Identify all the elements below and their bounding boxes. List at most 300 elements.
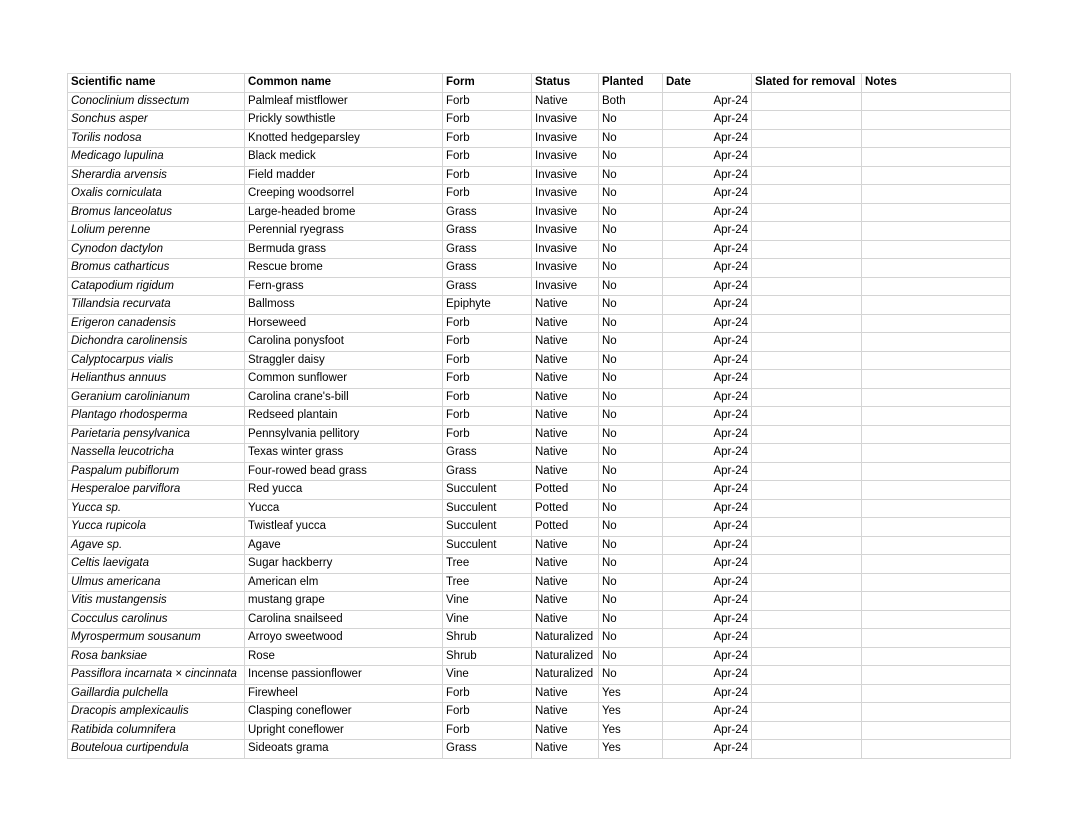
cell-form: Forb [443,407,532,426]
cell-scientific-name: Ratibida columnifera [68,721,245,740]
cell-scientific-name: Dichondra carolinensis [68,333,245,352]
cell-date: Apr-24 [663,222,752,241]
cell-slated-for-removal [752,499,862,518]
cell-date: Apr-24 [663,666,752,685]
cell-status: Native [532,351,599,370]
cell-notes [862,407,1011,426]
table-row [68,185,1011,204]
cell-date: Apr-24 [663,296,752,315]
cell-notes [862,610,1011,629]
cell-planted: No [599,370,663,389]
cell-status: Native [532,407,599,426]
table-row [68,333,1011,352]
cell-slated-for-removal [752,518,862,537]
cell-scientific-name: Oxalis corniculata [68,185,245,204]
cell-form: Epiphyte [443,296,532,315]
cell-form: Succulent [443,481,532,500]
cell-status: Invasive [532,166,599,185]
cell-common-name: Carolina snailseed [245,610,443,629]
cell-scientific-name: Parietaria pensylvanica [68,425,245,444]
cell-form: Grass [443,277,532,296]
cell-form: Forb [443,684,532,703]
cell-planted: No [599,462,663,481]
cell-planted: No [599,518,663,537]
table-row [68,148,1011,167]
cell-scientific-name: Plantago rhodosperma [68,407,245,426]
table-row [68,166,1011,185]
cell-notes [862,499,1011,518]
cell-planted: No [599,166,663,185]
cell-scientific-name: Tillandsia recurvata [68,296,245,315]
cell-date: Apr-24 [663,721,752,740]
cell-form: Vine [443,666,532,685]
cell-slated-for-removal [752,185,862,204]
cell-planted: No [599,148,663,167]
cell-common-name: Palmleaf mistflower [245,92,443,111]
cell-planted: Yes [599,703,663,722]
cell-scientific-name: Calyptocarpus vialis [68,351,245,370]
cell-status: Invasive [532,259,599,278]
cell-planted: Yes [599,684,663,703]
cell-date: Apr-24 [663,703,752,722]
cell-planted: No [599,647,663,666]
cell-planted: No [599,388,663,407]
cell-form: Vine [443,610,532,629]
table-row [68,721,1011,740]
cell-planted: No [599,499,663,518]
cell-common-name: Perennial ryegrass [245,222,443,241]
cell-slated-for-removal [752,111,862,130]
cell-common-name: Agave [245,536,443,555]
table-row [68,203,1011,222]
cell-planted: Yes [599,740,663,759]
cell-notes [862,462,1011,481]
cell-common-name: Four-rowed bead grass [245,462,443,481]
cell-notes [862,573,1011,592]
cell-scientific-name: Sonchus asper [68,111,245,130]
cell-notes [862,666,1011,685]
cell-status: Invasive [532,111,599,130]
cell-scientific-name: Sherardia arvensis [68,166,245,185]
cell-status: Native [532,388,599,407]
cell-date: Apr-24 [663,148,752,167]
cell-planted: Yes [599,721,663,740]
cell-common-name: Twistleaf yucca [245,518,443,537]
cell-notes [862,148,1011,167]
table-row [68,444,1011,463]
table-row [68,296,1011,315]
cell-form: Forb [443,92,532,111]
cell-status: Invasive [532,203,599,222]
table-row [68,573,1011,592]
cell-date: Apr-24 [663,92,752,111]
table-row [68,592,1011,611]
cell-date: Apr-24 [663,740,752,759]
cell-form: Grass [443,259,532,278]
cell-date: Apr-24 [663,499,752,518]
cell-form: Grass [443,462,532,481]
cell-date: Apr-24 [663,388,752,407]
cell-slated-for-removal [752,592,862,611]
cell-notes [862,111,1011,130]
cell-planted: No [599,610,663,629]
cell-scientific-name: Erigeron canadensis [68,314,245,333]
cell-form: Forb [443,388,532,407]
cell-planted: No [599,111,663,130]
cell-form: Succulent [443,518,532,537]
cell-scientific-name: Yucca sp. [68,499,245,518]
cell-form: Shrub [443,629,532,648]
cell-common-name: Carolina ponysfoot [245,333,443,352]
cell-common-name: Firewheel [245,684,443,703]
cell-scientific-name: Cocculus carolinus [68,610,245,629]
cell-scientific-name: Conoclinium dissectum [68,92,245,111]
cell-date: Apr-24 [663,481,752,500]
cell-date: Apr-24 [663,536,752,555]
cell-planted: No [599,259,663,278]
table-row [68,407,1011,426]
cell-status: Potted [532,499,599,518]
cell-common-name: Field madder [245,166,443,185]
cell-common-name: Knotted hedgeparsley [245,129,443,148]
cell-notes [862,425,1011,444]
cell-form: Shrub [443,647,532,666]
cell-slated-for-removal [752,555,862,574]
cell-scientific-name: Hesperaloe parviflora [68,481,245,500]
cell-common-name: Straggler daisy [245,351,443,370]
col-header-notes: Notes [862,74,1011,93]
cell-scientific-name: Yucca rupicola [68,518,245,537]
cell-notes [862,185,1011,204]
cell-form: Forb [443,703,532,722]
cell-date: Apr-24 [663,629,752,648]
cell-status: Native [532,592,599,611]
table-row [68,92,1011,111]
table-row [68,425,1011,444]
cell-slated-for-removal [752,721,862,740]
cell-form: Forb [443,333,532,352]
cell-status: Potted [532,481,599,500]
cell-scientific-name: Bromus catharticus [68,259,245,278]
cell-slated-for-removal [752,370,862,389]
cell-scientific-name: Ulmus americana [68,573,245,592]
table-row [68,703,1011,722]
cell-form: Vine [443,592,532,611]
cell-notes [862,555,1011,574]
cell-planted: No [599,314,663,333]
cell-planted: No [599,185,663,204]
cell-planted: No [599,333,663,352]
cell-common-name: Prickly sowthistle [245,111,443,130]
table-row [68,240,1011,259]
cell-slated-for-removal [752,148,862,167]
cell-slated-for-removal [752,222,862,241]
cell-form: Grass [443,240,532,259]
cell-slated-for-removal [752,296,862,315]
table-row [68,388,1011,407]
cell-form: Grass [443,203,532,222]
cell-status: Native [532,333,599,352]
cell-scientific-name: Torilis nodosa [68,129,245,148]
cell-planted: No [599,425,663,444]
cell-date: Apr-24 [663,684,752,703]
cell-common-name: Large-headed brome [245,203,443,222]
cell-form: Tree [443,573,532,592]
cell-status: Native [532,703,599,722]
cell-planted: No [599,573,663,592]
cell-common-name: Rescue brome [245,259,443,278]
cell-slated-for-removal [752,388,862,407]
cell-slated-for-removal [752,740,862,759]
cell-status: Native [532,610,599,629]
table-row [68,314,1011,333]
table-row [68,684,1011,703]
cell-status: Invasive [532,277,599,296]
cell-notes [862,536,1011,555]
cell-common-name: Fern-grass [245,277,443,296]
cell-slated-for-removal [752,166,862,185]
cell-form: Forb [443,425,532,444]
table-row [68,740,1011,759]
cell-scientific-name: Lolium perenne [68,222,245,241]
cell-slated-for-removal [752,240,862,259]
col-header-scientific-name: Scientific name [68,74,245,93]
table-row [68,351,1011,370]
cell-planted: No [599,129,663,148]
cell-common-name: Ballmoss [245,296,443,315]
table-row [68,499,1011,518]
cell-date: Apr-24 [663,259,752,278]
cell-scientific-name: Dracopis amplexicaulis [68,703,245,722]
cell-status: Native [532,684,599,703]
cell-form: Succulent [443,499,532,518]
cell-date: Apr-24 [663,203,752,222]
cell-slated-for-removal [752,351,862,370]
col-header-date: Date [663,74,752,93]
cell-slated-for-removal [752,203,862,222]
cell-scientific-name: Catapodium rigidum [68,277,245,296]
cell-status: Naturalized [532,629,599,648]
cell-notes [862,721,1011,740]
cell-planted: No [599,407,663,426]
col-header-status: Status [532,74,599,93]
cell-planted: No [599,666,663,685]
cell-planted: No [599,277,663,296]
cell-date: Apr-24 [663,351,752,370]
cell-planted: No [599,592,663,611]
table-row [68,555,1011,574]
cell-common-name: Yucca [245,499,443,518]
col-header-common-name: Common name [245,74,443,93]
table-row [68,370,1011,389]
cell-form: Forb [443,148,532,167]
cell-notes [862,222,1011,241]
cell-form: Forb [443,111,532,130]
cell-status: Invasive [532,240,599,259]
cell-status: Native [532,555,599,574]
cell-planted: No [599,555,663,574]
cell-scientific-name: Rosa banksiae [68,647,245,666]
table-row [68,610,1011,629]
cell-notes [862,203,1011,222]
table-body [68,92,1011,758]
cell-date: Apr-24 [663,610,752,629]
cell-slated-for-removal [752,333,862,352]
table-row [68,222,1011,241]
cell-planted: No [599,351,663,370]
cell-planted: No [599,222,663,241]
col-header-slated-for-removal: Slated for removal [752,74,862,93]
cell-slated-for-removal [752,425,862,444]
cell-form: Forb [443,166,532,185]
cell-form: Forb [443,351,532,370]
table-row [68,629,1011,648]
cell-form: Forb [443,185,532,204]
cell-slated-for-removal [752,462,862,481]
cell-slated-for-removal [752,647,862,666]
cell-scientific-name: Cynodon dactylon [68,240,245,259]
cell-form: Grass [443,444,532,463]
cell-scientific-name: Myrospermum sousanum [68,629,245,648]
cell-common-name: Common sunflower [245,370,443,389]
cell-date: Apr-24 [663,370,752,389]
cell-date: Apr-24 [663,555,752,574]
cell-notes [862,277,1011,296]
cell-scientific-name: Bouteloua curtipendula [68,740,245,759]
cell-date: Apr-24 [663,166,752,185]
cell-notes [862,314,1011,333]
cell-common-name: Redseed plantain [245,407,443,426]
cell-common-name: Incense passionflower [245,666,443,685]
cell-date: Apr-24 [663,462,752,481]
cell-date: Apr-24 [663,277,752,296]
cell-date: Apr-24 [663,129,752,148]
cell-slated-for-removal [752,703,862,722]
cell-status: Naturalized [532,647,599,666]
cell-scientific-name: Geranium carolinianum [68,388,245,407]
cell-status: Potted [532,518,599,537]
cell-status: Invasive [532,148,599,167]
cell-planted: No [599,629,663,648]
cell-date: Apr-24 [663,240,752,259]
cell-notes [862,647,1011,666]
cell-form: Forb [443,314,532,333]
cell-planted: No [599,536,663,555]
cell-notes [862,703,1011,722]
cell-date: Apr-24 [663,518,752,537]
cell-common-name: Pennsylvania pellitory [245,425,443,444]
cell-slated-for-removal [752,407,862,426]
cell-notes [862,296,1011,315]
cell-notes [862,629,1011,648]
cell-status: Native [532,740,599,759]
cell-date: Apr-24 [663,333,752,352]
plant-inventory-table [67,73,1011,759]
cell-status: Invasive [532,129,599,148]
cell-date: Apr-24 [663,314,752,333]
cell-planted: No [599,444,663,463]
cell-date: Apr-24 [663,185,752,204]
table-row [68,536,1011,555]
cell-slated-for-removal [752,277,862,296]
cell-form: Forb [443,370,532,389]
cell-status: Native [532,314,599,333]
cell-slated-for-removal [752,92,862,111]
cell-scientific-name: Medicago lupulina [68,148,245,167]
cell-slated-for-removal [752,259,862,278]
cell-common-name: Sugar hackberry [245,555,443,574]
cell-planted: No [599,203,663,222]
cell-date: Apr-24 [663,425,752,444]
cell-slated-for-removal [752,610,862,629]
cell-slated-for-removal [752,573,862,592]
cell-common-name: Bermuda grass [245,240,443,259]
cell-status: Native [532,444,599,463]
cell-form: Forb [443,129,532,148]
cell-scientific-name: Passiflora incarnata × cincinnata [68,666,245,685]
cell-planted: Both [599,92,663,111]
cell-common-name: Horseweed [245,314,443,333]
cell-form: Grass [443,222,532,241]
cell-form: Succulent [443,536,532,555]
cell-date: Apr-24 [663,592,752,611]
cell-slated-for-removal [752,629,862,648]
cell-planted: No [599,240,663,259]
cell-slated-for-removal [752,314,862,333]
cell-status: Native [532,296,599,315]
cell-slated-for-removal [752,481,862,500]
cell-notes [862,684,1011,703]
cell-notes [862,444,1011,463]
table-row [68,481,1011,500]
cell-status: Native [532,536,599,555]
cell-scientific-name: Paspalum pubiflorum [68,462,245,481]
cell-date: Apr-24 [663,407,752,426]
cell-scientific-name: Bromus lanceolatus [68,203,245,222]
col-header-planted: Planted [599,74,663,93]
cell-notes [862,166,1011,185]
cell-date: Apr-24 [663,647,752,666]
cell-status: Native [532,425,599,444]
cell-notes [862,388,1011,407]
table-row [68,129,1011,148]
cell-notes [862,740,1011,759]
cell-date: Apr-24 [663,573,752,592]
cell-slated-for-removal [752,536,862,555]
cell-notes [862,240,1011,259]
cell-common-name: mustang grape [245,592,443,611]
col-header-form: Form [443,74,532,93]
cell-common-name: Sideoats grama [245,740,443,759]
cell-slated-for-removal [752,129,862,148]
cell-common-name: American elm [245,573,443,592]
cell-status: Invasive [532,222,599,241]
cell-notes [862,129,1011,148]
cell-common-name: Arroyo sweetwood [245,629,443,648]
cell-notes [862,481,1011,500]
cell-slated-for-removal [752,666,862,685]
cell-common-name: Clasping coneflower [245,703,443,722]
cell-notes [862,592,1011,611]
header-row [68,74,1011,93]
cell-date: Apr-24 [663,444,752,463]
cell-status: Native [532,370,599,389]
cell-common-name: Creeping woodsorrel [245,185,443,204]
cell-slated-for-removal [752,444,862,463]
cell-notes [862,333,1011,352]
cell-scientific-name: Helianthus annuus [68,370,245,389]
cell-status: Native [532,573,599,592]
